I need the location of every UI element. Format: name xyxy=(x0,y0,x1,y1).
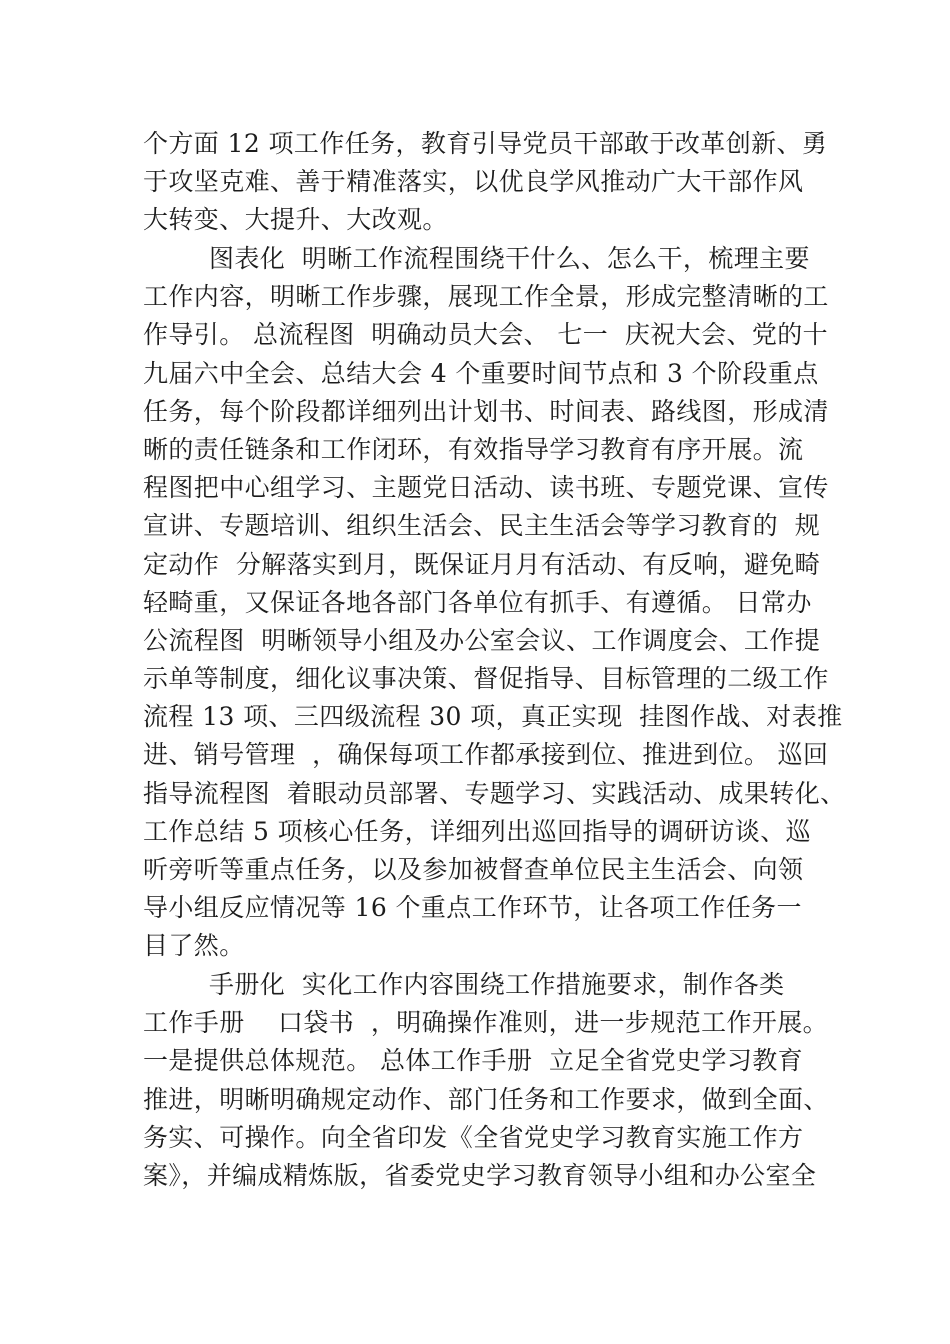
text-line: 指导流程图 着眼动员部署、专题学习、实践活动、成果转化、 xyxy=(143,778,846,808)
text-line: 大转变、大提升、大改观。 xyxy=(143,205,448,235)
text-line: 于攻坚克难、善于精准落实，以优良学风推动广大干部作风 xyxy=(143,167,804,197)
text-line: 定动作 分解落实到月，既保证月月有活动、有反响，避免畸 xyxy=(143,549,821,579)
text-line: 程图把中心组学习、主题党日活动、读书班、专题党课、宣传 xyxy=(143,473,829,503)
text-line: 示单等制度，细化议事决策、督促指导、目标管理的二级工作 xyxy=(143,664,829,694)
text-line: 公流程图 明晰领导小组及办公室会议、工作调度会、工作提 xyxy=(143,625,821,655)
text-line: 图表化 明晰工作流程围绕干什么、怎么干，梳理主要 xyxy=(209,244,810,273)
text-line: 宣讲、专题培训、组织生活会、民主生活会等学习教育的 规 xyxy=(143,511,821,541)
text-line: 导小组反应情况等 16 个重点工作环节，让各项工作任务一 xyxy=(143,893,802,923)
text-line: 一是提供总体规范。 总体工作手册 立足全省党史学习教育 xyxy=(143,1046,804,1076)
text-line: 推进，明晰明确规定动作、部门任务和工作要求，做到全面、 xyxy=(143,1084,829,1114)
text-line: 工作总结 5 项核心任务，详细列出巡回指导的调研访谈、巡 xyxy=(143,816,812,846)
text-line: 务实、可操作。向全省印发《全省党史学习教育实施工作方 xyxy=(143,1122,804,1152)
paragraph-3 xyxy=(143,966,829,1195)
text-line: 流程 13 项、三四级流程 30 项，真正实现 挂图作战、对表推 xyxy=(143,702,843,732)
text-line: 听旁听等重点任务，以及参加被督查单位民主生活会、向领 xyxy=(143,855,804,884)
text-line: 手册化 实化工作内容围绕工作措施要求，制作各类 xyxy=(209,970,785,999)
text-line: 任务，每个阶段都详细列出计划书、时间表、路线图，形成清 xyxy=(143,396,829,426)
text-line: 九届六中全会、总结大会 4 个重要时间节点和 3 个阶段重点 xyxy=(143,358,819,388)
text-line: 目了然。 xyxy=(143,931,245,961)
text-line: 个方面 12 项工作任务，教育引导党员干部敢于改革创新、勇 xyxy=(143,129,828,158)
paragraph-1 xyxy=(143,125,828,240)
text-line: 工作手册 口袋书 ，明确操作准则，进一步规范工作开展。 xyxy=(143,1008,829,1038)
paragraph-2 xyxy=(143,240,846,966)
text-line: 进、销号管理 ，确保每项工作都承接到位、推进到位。 巡回 xyxy=(143,740,829,770)
text-line: 案》，并编成精炼版，省委党史学习教育领导小组和办公室全 xyxy=(143,1160,817,1190)
text-line: 轻畸重，又保证各地各部门各单位有抓手、有遵循。 日常办 xyxy=(143,587,812,617)
text-line: 作导引。 总流程图 明确动员大会、 七一 庆祝大会、党的十 xyxy=(143,320,829,350)
text-line: 工作内容，明晰工作步骤，展现工作全景，形成完整清晰的工 xyxy=(143,282,829,312)
text-line: 晰的责任链条和工作闭环，有效指导学习教育有序开展。流 xyxy=(143,434,804,464)
